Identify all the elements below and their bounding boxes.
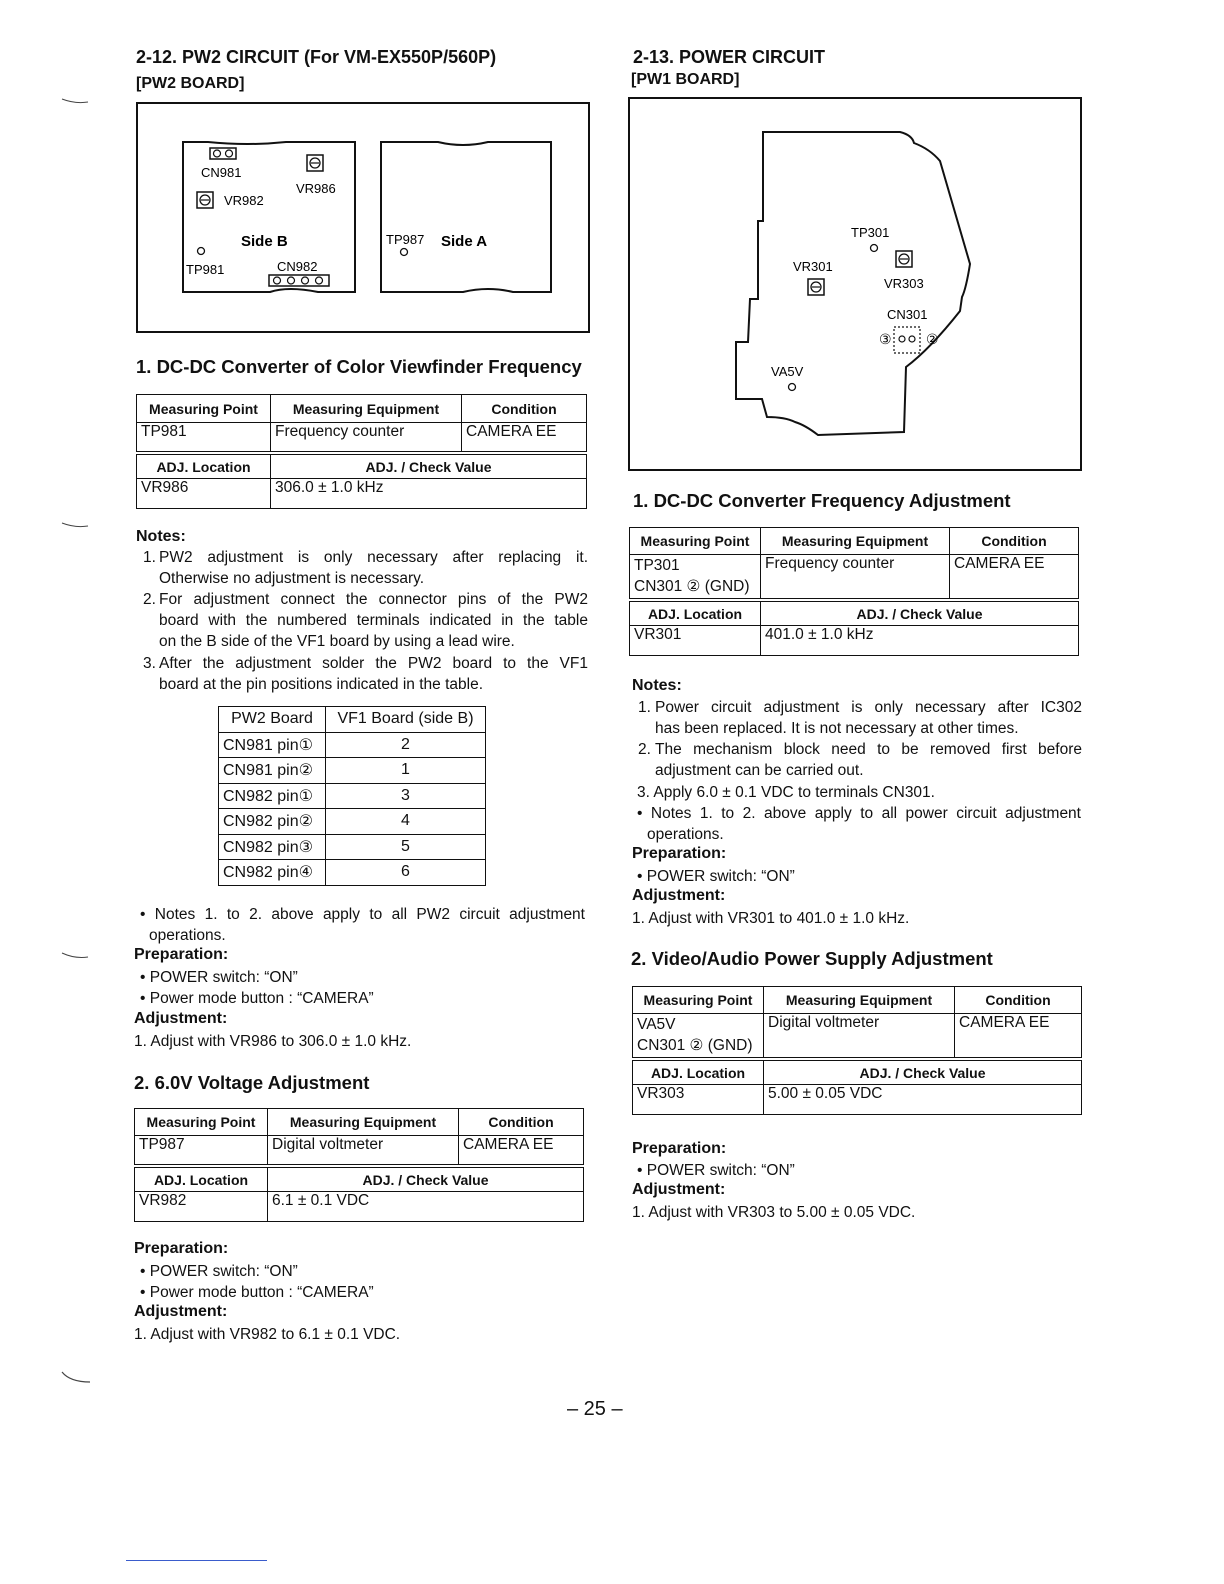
preparation-item: • POWER switch: “ON”	[637, 868, 795, 885]
cell-measuring-equipment: Digital voltmeter	[268, 1136, 459, 1165]
cell-adj-value: 401.0 ± 1.0 kHz	[761, 626, 1079, 656]
section-title-power: 2-13. POWER CIRCUIT	[633, 47, 826, 67]
footer-rule	[126, 1560, 267, 1561]
notes-label: Notes:	[632, 677, 682, 694]
pin-cell-pw2: CN982 pin①	[219, 783, 326, 809]
cn982-label: CN982	[277, 259, 318, 274]
notes-list-power: 1. Power circuit adjustment is only necessary after IC302 has been replaced. It is not necessary at other times. 2. The mechanism block need to be removed first before adjustment can be carried out.	[638, 699, 1082, 779]
cell-measuring-point: VA5V CN301 ② (GND)	[633, 1014, 764, 1058]
adj-heading-6v-voltage: 2. 6.0V Voltage Adjustment	[134, 1072, 370, 1093]
pw1-board-diagram	[628, 97, 1082, 471]
adj-heading-video-audio-power: 2. Video/Audio Power Supply Adjustment	[631, 948, 993, 969]
adjustment-text: 1. Adjust with VR301 to 401.0 ± 1.0 kHz.	[632, 910, 910, 927]
page-number: – 25 –	[567, 1398, 623, 1420]
header-adj-location: ADJ. Location	[630, 602, 761, 626]
adj-table-dcdc-frequency	[629, 527, 1079, 656]
header-adj-check-value: ADJ. / Check Value	[764, 1061, 1082, 1085]
binding-mark	[60, 1370, 92, 1386]
tp987-test-point-icon	[401, 249, 408, 256]
header-measuring-point: Measuring Point	[137, 395, 271, 423]
adjustment-label: Adjustment:	[134, 1303, 228, 1320]
tp301-label: TP301	[851, 225, 890, 240]
vr303-potentiometer-icon	[896, 251, 912, 267]
tp981-test-point-icon	[198, 248, 205, 255]
pw1-board-outline	[736, 132, 970, 435]
pin-cell-vf1: 3	[326, 783, 486, 809]
apply-note-line-1: • Notes 1. to 2. above apply to all power circuit adjustment	[637, 805, 1081, 822]
apply-note-line-2: operations.	[149, 927, 226, 944]
pin-cell-pw2: CN981 pin②	[219, 758, 326, 784]
cn301-pin3-label: ③	[879, 331, 892, 347]
board-label-pw2: [PW2 BOARD]	[136, 75, 245, 92]
tp987-label: TP987	[386, 232, 425, 247]
cell-measuring-equipment: Digital voltmeter	[764, 1014, 955, 1058]
preparation-label: Preparation:	[134, 1240, 229, 1257]
preparation-label: Preparation:	[134, 946, 229, 963]
apply-note-line-1: • Notes 1. to 2. above apply to all PW2 circuit adjustment	[140, 906, 585, 923]
pin-cell-vf1: 4	[326, 809, 486, 835]
section-title-pw2: 2-12. PW2 CIRCUIT (For VM-EX550P/560P)	[136, 47, 497, 67]
pin-cell-vf1: 6	[326, 860, 486, 886]
vr982-label: VR982	[224, 193, 264, 208]
cell-condition: CAMERA EE	[950, 555, 1079, 599]
cn981-label: CN981	[201, 165, 242, 180]
binding-mark	[60, 520, 90, 530]
cell-adj-location: VR986	[137, 479, 271, 509]
adjustment-text: 1. Adjust with VR986 to 306.0 ± 1.0 kHz.	[134, 1033, 412, 1050]
adjustment-label: Adjustment:	[134, 1010, 228, 1027]
adj-heading-dcdc-frequency: 1. DC-DC Converter Frequency Adjustment	[633, 490, 1011, 511]
header-measuring-point: Measuring Point	[135, 1109, 268, 1136]
preparation-label: Preparation:	[632, 845, 727, 862]
adj-table-video-audio-power	[632, 986, 1082, 1115]
header-adj-location: ADJ. Location	[135, 1168, 268, 1192]
cell-adj-value: 6.1 ± 0.1 VDC	[268, 1192, 584, 1222]
preparation-item: • POWER switch: “ON”	[140, 1263, 298, 1280]
side-b-label: Side B	[241, 233, 288, 250]
binding-mark	[60, 96, 90, 106]
side-a-label: Side A	[441, 233, 488, 250]
cn301-pin2-label: ②	[926, 331, 939, 347]
pw2-board-drawing	[138, 104, 588, 331]
cell-measuring-point: TP301 CN301 ② (GND)	[630, 555, 761, 599]
cell-measuring-point: TP987	[135, 1136, 268, 1165]
preparation-label: Preparation:	[632, 1140, 727, 1157]
pin-cell-pw2: CN982 pin②	[219, 809, 326, 835]
vr986-potentiometer-icon	[307, 155, 323, 171]
pw1-board-drawing	[630, 99, 1080, 469]
vr301-label: VR301	[793, 259, 833, 274]
vr301-potentiometer-icon	[808, 279, 824, 295]
cell-condition: CAMERA EE	[462, 423, 587, 452]
preparation-item: • Power mode button : “CAMERA”	[140, 990, 374, 1007]
notes-label: Notes:	[136, 528, 186, 545]
cell-condition: CAMERA EE	[955, 1014, 1082, 1058]
header-measuring-point: Measuring Point	[630, 528, 761, 555]
apply-note-line-2: operations.	[647, 826, 724, 843]
header-condition: Condition	[950, 528, 1079, 555]
notes-list-pw2: 1. PW2 adjustment is only necessary after replacing it. Otherwise no adjustment is necessary. 2. For adjustment connect the connector pins of the PW2 board with the numbered terminals indicated in the table on the B side of the VF1 board by using a lead wire. 3. After the adjustment solder the PW2 board to the VF1 board at the pin positions indicated in the table.	[143, 549, 588, 693]
cell-adj-location: VR982	[135, 1192, 268, 1222]
header-adj-check-value: ADJ. / Check Value	[761, 602, 1079, 626]
cell-measuring-equipment: Frequency counter	[761, 555, 950, 599]
pin-cell-vf1: 2	[326, 732, 486, 758]
adjustment-label: Adjustment:	[632, 1181, 726, 1198]
header-adj-check-value: ADJ. / Check Value	[271, 455, 587, 479]
cell-measuring-point: TP981	[137, 423, 271, 452]
header-measuring-point: Measuring Point	[633, 987, 764, 1014]
cell-condition: CAMERA EE	[459, 1136, 584, 1165]
header-adj-location: ADJ. Location	[633, 1061, 764, 1085]
adjustment-text: 1. Adjust with VR982 to 6.1 ± 0.1 VDC.	[134, 1326, 401, 1343]
preparation-item: • POWER switch: “ON”	[140, 969, 298, 986]
preparation-item: • Power mode button : “CAMERA”	[140, 1284, 374, 1301]
cn301-label: CN301	[887, 307, 928, 322]
header-measuring-equipment: Measuring Equipment	[271, 395, 462, 423]
vr986-label: VR986	[296, 181, 336, 196]
va5v-label: VA5V	[771, 364, 804, 379]
cell-adj-location: VR303	[633, 1085, 764, 1115]
cell-adj-value: 5.00 ± 0.05 VDC	[764, 1085, 1082, 1115]
note-item-3: 3. Apply 6.0 ± 0.1 VDC to terminals CN301.	[637, 784, 935, 801]
pin-cell-pw2: CN981 pin①	[219, 732, 326, 758]
cell-adj-location: VR301	[630, 626, 761, 656]
header-measuring-equipment: Measuring Equipment	[268, 1109, 459, 1136]
board-label-pw1: [PW1 BOARD]	[631, 71, 740, 88]
header-condition: Condition	[459, 1109, 584, 1136]
header-condition: Condition	[955, 987, 1082, 1014]
binding-mark	[60, 950, 90, 962]
pin-connection-table	[218, 706, 486, 886]
cn301-connector-icon	[894, 327, 920, 353]
pin-header-pw2: PW2 Board	[219, 707, 326, 733]
adjustment-text: 1. Adjust with VR303 to 5.00 ± 0.05 VDC.	[632, 1204, 916, 1221]
header-measuring-equipment: Measuring Equipment	[764, 987, 955, 1014]
pin-cell-vf1: 1	[326, 758, 486, 784]
pin-cell-vf1: 5	[326, 834, 486, 860]
pin-header-vf1: VF1 Board (side B)	[326, 707, 486, 733]
va5v-test-point-icon	[789, 384, 796, 391]
header-adj-check-value: ADJ. / Check Value	[268, 1168, 584, 1192]
preparation-item: • POWER switch: “ON”	[637, 1162, 795, 1179]
tp301-test-point-icon	[871, 245, 878, 252]
vr982-potentiometer-icon	[197, 192, 213, 208]
cell-measuring-equipment: Frequency counter	[271, 423, 462, 452]
vr303-label: VR303	[884, 276, 924, 291]
pin-cell-pw2: CN982 pin③	[219, 834, 326, 860]
pw2-board-diagram	[136, 102, 590, 333]
pin-cell-pw2: CN982 pin④	[219, 860, 326, 886]
cell-adj-value: 306.0 ± 1.0 kHz	[271, 479, 587, 509]
header-adj-location: ADJ. Location	[137, 455, 271, 479]
tp981-label: TP981	[186, 262, 225, 277]
header-measuring-equipment: Measuring Equipment	[761, 528, 950, 555]
adj-table-6v-voltage	[134, 1108, 584, 1222]
adj-heading-dcdc-viewfinder: 1. DC-DC Converter of Color Viewfinder Frequency	[136, 356, 582, 377]
adj-table-dcdc-viewfinder	[136, 394, 587, 509]
header-condition: Condition	[462, 395, 587, 423]
adjustment-label: Adjustment:	[632, 887, 726, 904]
